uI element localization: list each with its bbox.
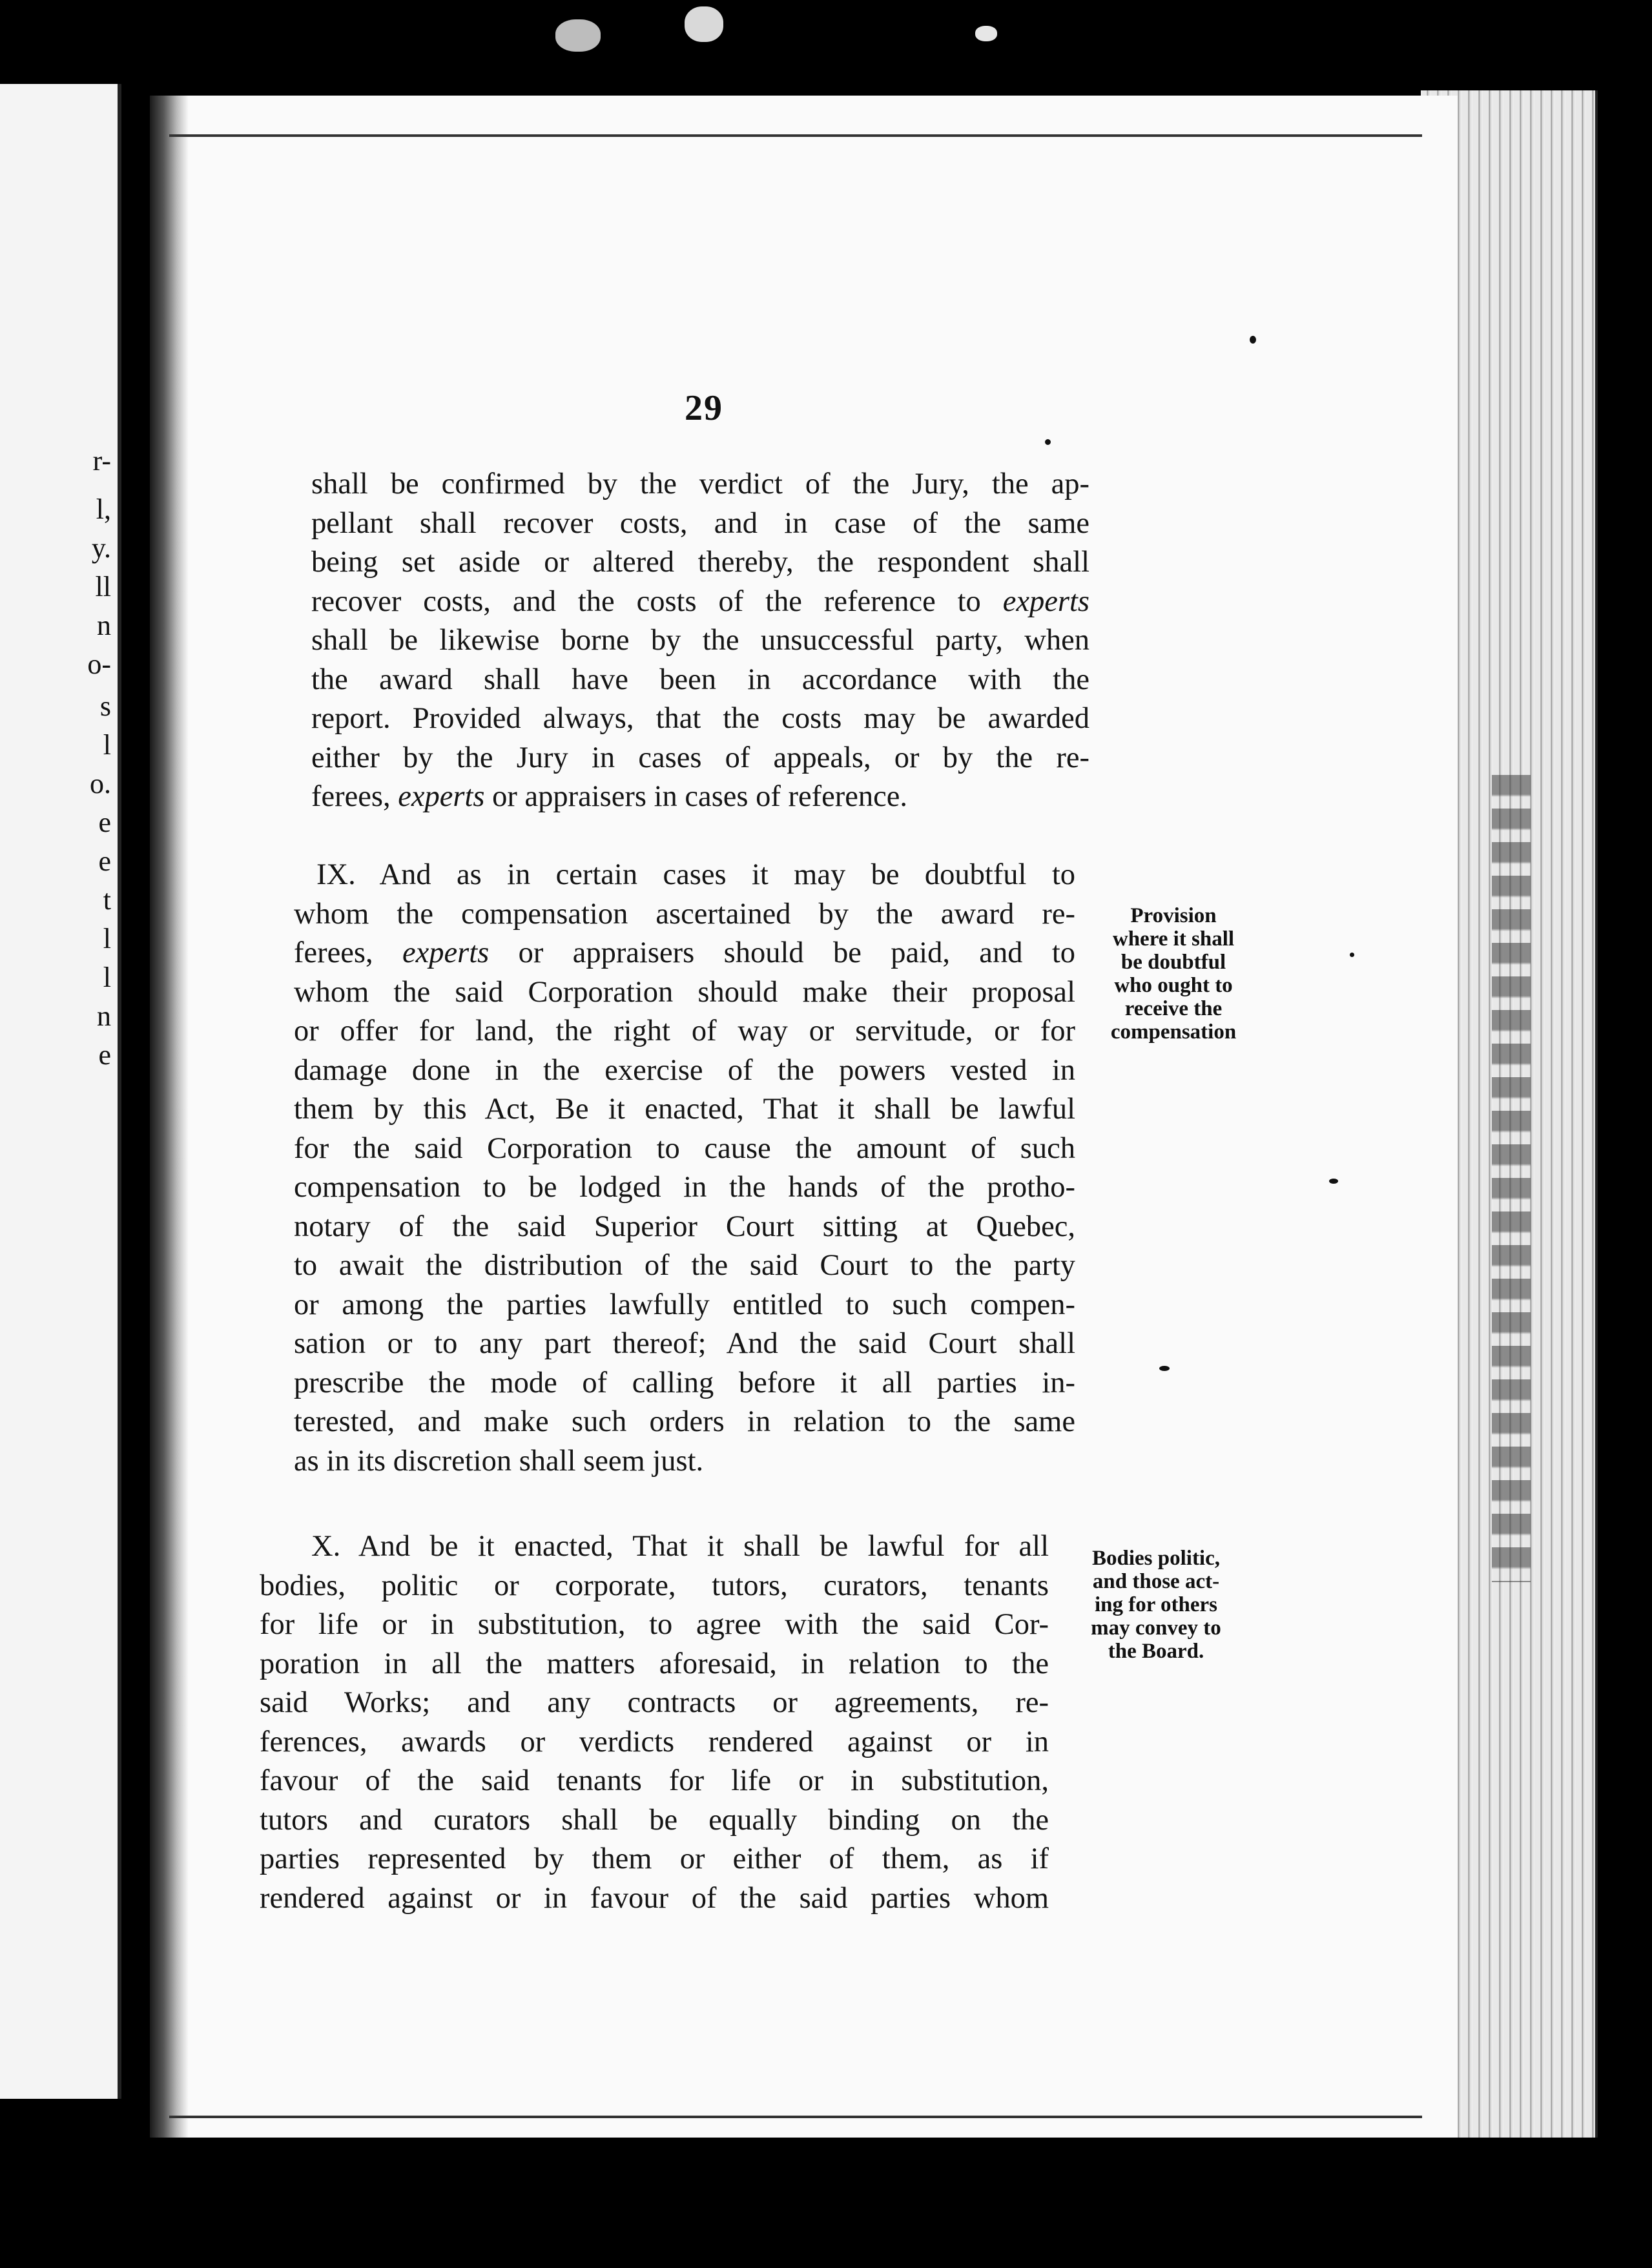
section-ix [294, 856, 1075, 1481]
text-line: shall be confirmed by the verdict of the Jury, the ap- [311, 468, 1089, 500]
left-page-fragment: l [103, 923, 111, 954]
left-facing-page [0, 84, 121, 2099]
text-line: sation or to any part thereof; And the said Court shall [294, 1327, 1075, 1360]
text-line: parties represented by them or either of them, as if [260, 1842, 1049, 1875]
text-line: ferees, experts or appraisers in cases of reference. [311, 780, 908, 813]
text-line: whom the said Corporation should make their proposal [294, 975, 1075, 1009]
margin-note-line: Bodies politic, [1091, 1547, 1221, 1570]
scan-stain [685, 6, 723, 42]
text-line: terested, and make such orders in relation to the same [294, 1405, 1075, 1438]
text-line: whom the compensation ascertained by the award re- [294, 897, 1075, 931]
text-line: ferences, awards or verdicts rendered against or in [260, 1725, 1049, 1758]
left-page-fragment: o. [90, 768, 111, 799]
scan-speck [1045, 439, 1051, 445]
paragraph-continuation [311, 465, 1089, 817]
margin-note-provision [1080, 904, 1267, 1044]
text-line: for the said Corporation to cause the amount of such [294, 1131, 1075, 1165]
fore-edge-shading [1492, 775, 1531, 1582]
text-line: either by the Jury in cases of appeals, or by the re- [311, 741, 1089, 774]
left-page-fragment: e [98, 845, 111, 877]
text-line: shall be likewise borne by the unsuccessful party, when [311, 624, 1089, 657]
italic-term: experts [398, 780, 485, 813]
text-line: for life or in substitution, to agree with the said Cor- [260, 1608, 1049, 1641]
text-line: pellant shall recover costs, and in case of the same [311, 506, 1089, 540]
text-line: favour of the said tenants for life or in substitution, [260, 1764, 1049, 1797]
margin-note-line: and those act- [1092, 1570, 1220, 1593]
text-line: IX. And as in certain cases it may be doubtful to [316, 858, 1075, 891]
margin-note-line: where it shall [1112, 927, 1235, 951]
text-line: the award shall have been in accordance with the [311, 663, 1089, 696]
text-line: X. And be it enacted, That it shall be lawful for all [311, 1530, 1049, 1563]
text-line: ferees, experts or appraisers should be paid, and to [294, 936, 1075, 969]
scan-stain [555, 19, 601, 52]
margin-note-line: receive the [1124, 997, 1223, 1020]
text-line: recover costs, and the costs of the reference to experts [311, 584, 1089, 618]
left-page-fragment: n [97, 1000, 111, 1032]
left-page-fragment: n [97, 610, 111, 641]
text-line: compensation to be lodged in the hands of the protho- [294, 1171, 1075, 1204]
left-page-fragment: l [103, 962, 111, 993]
left-page-fragment: e [98, 1039, 111, 1071]
left-page-fragment: e [98, 807, 111, 838]
margin-note-line: Provision [1130, 904, 1217, 927]
italic-term: experts [1002, 584, 1089, 618]
left-page-fragment: o- [87, 648, 111, 680]
margin-note-line: ing for others [1094, 1593, 1218, 1616]
left-page-fragment: s [99, 690, 111, 722]
page-top-edge [169, 134, 1422, 137]
text-line: tutors and curators shall be equally binding on the [260, 1803, 1049, 1837]
scan-speck [1329, 1179, 1338, 1184]
margin-note-line: who ought to [1114, 974, 1233, 997]
gutter-shadow [150, 96, 189, 2138]
text-line: poration in all the matters aforesaid, in relation to the [260, 1647, 1049, 1680]
italic-term: experts [402, 936, 490, 969]
margin-note-bodies-politic [1059, 1547, 1253, 1663]
left-page-fragment: y. [91, 532, 111, 564]
margin-note-line: compensation [1110, 1020, 1237, 1044]
text-line: said Works; and any contracts or agreements, re- [260, 1686, 1049, 1719]
margin-note-line: the Board. [1108, 1640, 1204, 1663]
text-line: being set aside or altered thereby, the respondent shall [311, 546, 1089, 579]
text-line: report. Provided always, that the costs may be awarded [311, 702, 1089, 735]
left-page-fragment: r- [92, 445, 111, 477]
text-line: or offer for land, the right of way or servitude, or for [294, 1015, 1075, 1047]
left-page-fragment: t [103, 884, 111, 916]
section-x [260, 1527, 1049, 1918]
text-line: them by this Act, Be it enacted, That it shall be lawful [294, 1093, 1075, 1126]
left-page-fragment: ll [95, 571, 111, 603]
scan-speck [1159, 1366, 1170, 1371]
text-line: to await the distribution of the said Court to the party [294, 1249, 1075, 1282]
text-line: or among the parties lawfully entitled to such compen- [294, 1288, 1075, 1321]
scan-speck [1350, 953, 1354, 957]
text-line: rendered against or in favour of the said parties whom [260, 1881, 1049, 1915]
text-line: bodies, politic or corporate, tutors, curators, tenants [260, 1569, 1049, 1602]
margin-note-line: may convey to [1091, 1616, 1221, 1640]
text-line: notary of the said Superior Court sitting at Quebec, [294, 1210, 1075, 1243]
scan-speck [1250, 336, 1256, 344]
text-line: as in its discretion shall seem just. [294, 1444, 704, 1478]
left-page-fragment: l, [96, 493, 111, 525]
text-line: prescribe the mode of calling before it all parties in- [294, 1366, 1075, 1399]
page-bottom-edge [169, 2116, 1422, 2118]
left-page-fragment: l [103, 729, 111, 761]
text-line: damage done in the exercise of the powers vested in [294, 1053, 1075, 1087]
page-number: 29 [685, 388, 723, 428]
margin-note-line: be doubtful [1120, 951, 1226, 974]
scan-stain [975, 26, 997, 41]
